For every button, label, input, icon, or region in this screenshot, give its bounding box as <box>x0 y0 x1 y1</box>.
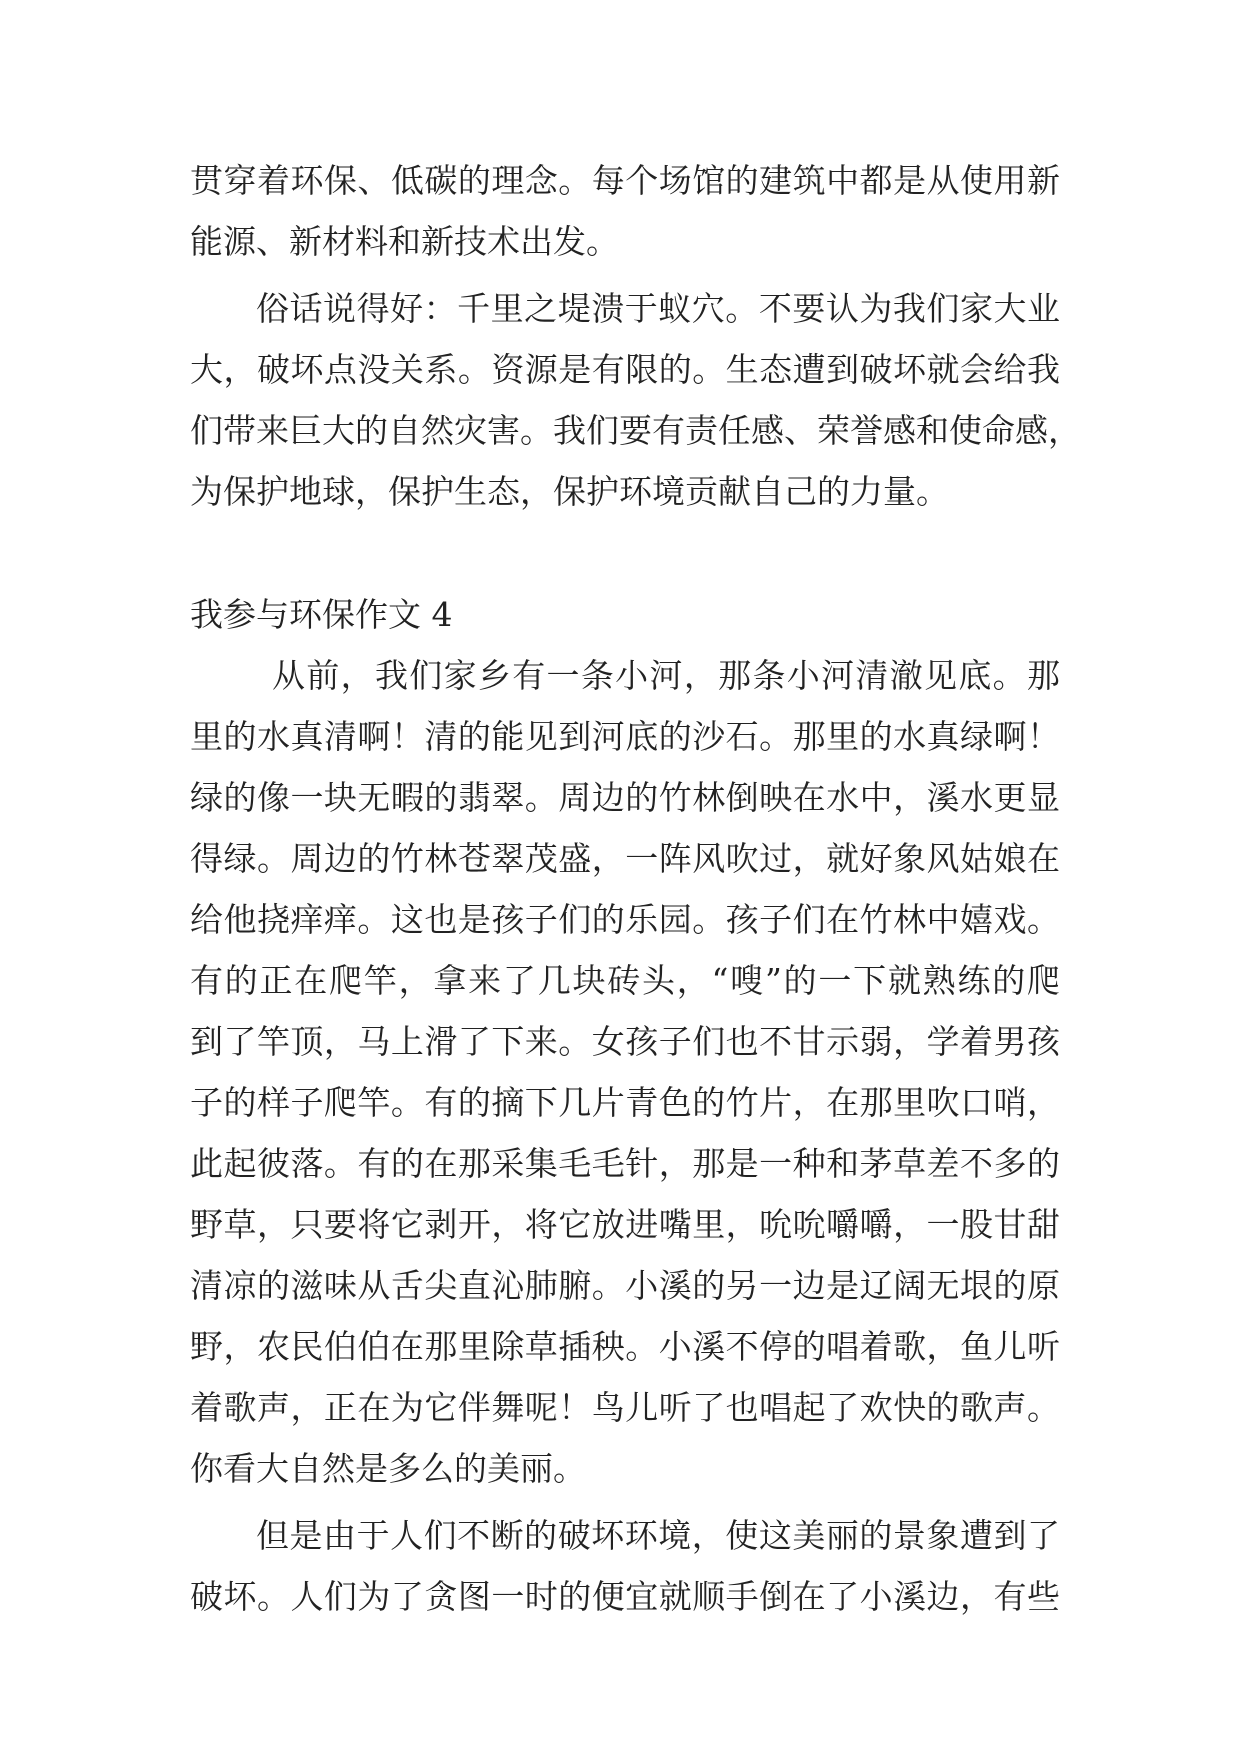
text-line: 绿的像一块无暇的翡翠。周边的竹林倒映在水中，溪水更显 <box>190 778 1060 817</box>
text-line: 贯穿着环保、低碳的理念。每个场馆的建筑中都是从使用新 <box>190 161 1060 200</box>
text-line: 里的水真清啊！清的能见到河底的沙石。那里的水真绿啊！ <box>190 717 1060 756</box>
text-line: 们带来巨大的自然灾害。我们要有责任感、荣誉感和使命感， <box>190 411 1081 450</box>
text-line: 得绿。周边的竹林苍翠茂盛，一阵风吹过，就好象风姑娘在 <box>190 839 1060 878</box>
text-line: 大，破坏点没关系。资源是有限的。生态遭到破坏就会给我 <box>190 350 1060 389</box>
body-text <box>190 150 1081 1627</box>
text-line: 野，农民伯伯在那里除草插秧。小溪不停的唱着歌，鱼儿听 <box>190 1327 1060 1366</box>
text-line: 着歌声，正在为它伴舞呢！鸟儿听了也唱起了欢快的歌声。 <box>190 1388 1060 1427</box>
section-heading: 我参与环保作文 4 <box>190 595 453 634</box>
text-line: 到了竿顶，马上滑了下来。女孩子们也不甘示弱，学着男孩 <box>190 1022 1060 1061</box>
paragraph-damage <box>190 1505 1060 1627</box>
text-line: 清凉的滋味从舌尖直沁肺腑。小溪的另一边是辽阔无垠的原 <box>190 1266 1060 1305</box>
text-line: 子的样子爬竿。有的摘下几片青色的竹片，在那里吹口哨， <box>190 1083 1060 1122</box>
text-line: 为保护地球，保护生态，保护环境贡献自己的力量。 <box>190 472 949 511</box>
text-line: 破坏。人们为了贪图一时的便宜就顺手倒在了小溪边，有些 <box>190 1577 1060 1616</box>
paragraph-river <box>190 645 1060 1499</box>
text-line: 能源、新材料和新技术出发。 <box>190 222 619 261</box>
paragraph-continuation <box>190 150 1060 272</box>
text-line: 俗话说得好：千里之堤溃于蚁穴。不要认为我们家大业 <box>256 289 1060 328</box>
text-line: 但是由于人们不断的破坏环境，使这美丽的景象遭到了 <box>256 1516 1060 1555</box>
text-line: 你看大自然是多么的美丽。 <box>190 1449 586 1488</box>
text-line: 野草，只要将它剥开，将它放进嘴里，吮吮嚼嚼，一股甘甜 <box>190 1205 1060 1244</box>
text-line: 从前，我们家乡有一条小河，那条小河清澈见底。那 <box>272 656 1060 695</box>
text-line: 有的正在爬竿，拿来了几块砖头，“嗖”的一下就熟练的爬 <box>190 961 1060 1000</box>
paragraph-proverb <box>190 278 1081 522</box>
text-line: 给他挠痒痒。这也是孩子们的乐园。孩子们在竹林中嬉戏。 <box>190 900 1060 939</box>
text-line: 此起彼落。有的在那采集毛毛针，那是一种和茅草差不多的 <box>190 1144 1060 1183</box>
